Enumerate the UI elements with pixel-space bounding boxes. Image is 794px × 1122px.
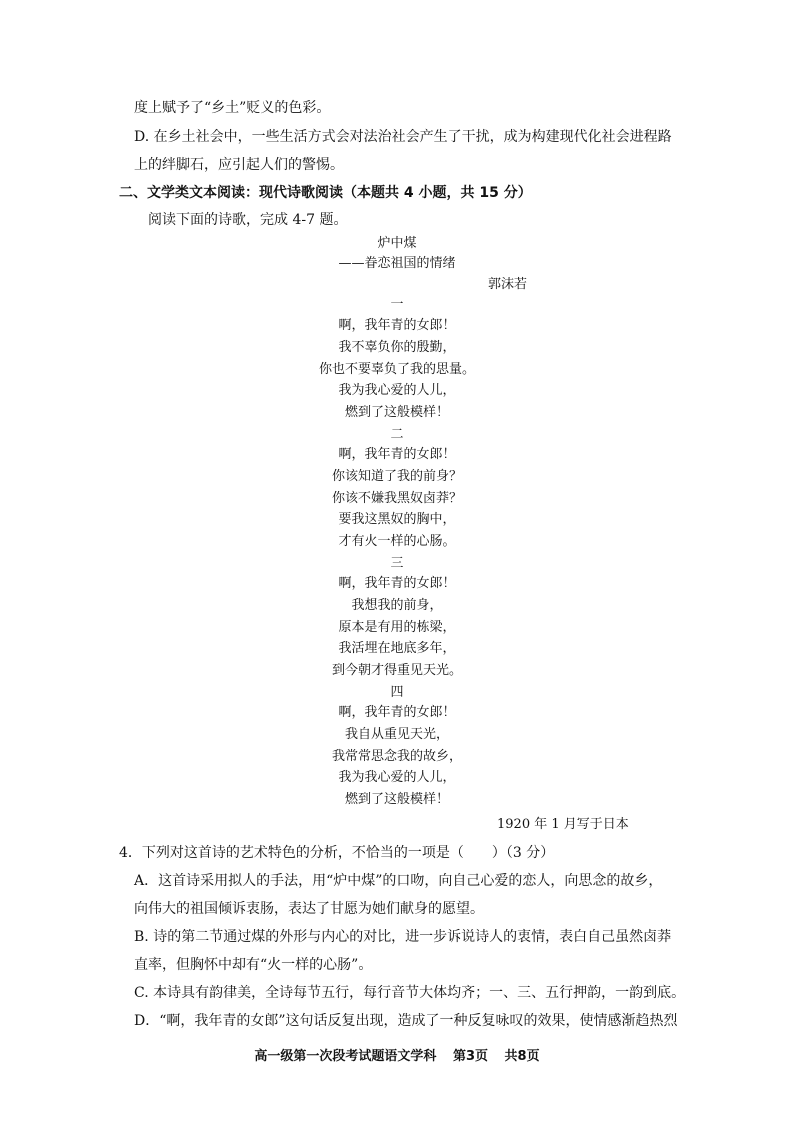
poem-line: 你该知道了我的前身？	[331, 469, 462, 484]
stanza-number: 二	[390, 427, 404, 442]
poem-line: 我常常思念我的故乡，	[331, 749, 462, 764]
option-a-line1: A．这首诗采用拟人的手法，用“炉中煤”的口吻，向自己心爱的恋人，向思念的故乡，	[134, 873, 663, 889]
poem-subtitle: ——眷恋祖国的情绪	[338, 256, 456, 271]
previous-option-d-line1: D. 在乡土社会中，一些生活方式会对法治社会产生了干扰，成为构建现代化社会进程路	[134, 129, 672, 145]
previous-option-continuation: 度上赋予了“乡土”贬义的色彩。	[134, 100, 331, 116]
poem-line: 我为我心爱的人儿，	[338, 770, 456, 785]
option-a-line2: 向伟大的祖国倾诉衷肠，表达了甘愿为她们献身的愿望。	[134, 901, 484, 917]
poem-line: 到今朝才得重见天光。	[331, 663, 462, 678]
previous-option-d-line2: 上的绊脚石，应引起人们的警惕。	[134, 157, 344, 173]
poem-line: 你该不嫌我黑奴卤莽？	[331, 491, 462, 506]
poem-author: 郭沫若	[488, 277, 528, 292]
poem-line: 我自从重见天光，	[344, 727, 449, 742]
poem-line: 原本是有用的栋梁，	[338, 620, 456, 635]
poem-line: 我活埋在地底多年，	[338, 641, 456, 656]
option-d-line1: D．“啊，我年青的女郎”这句话反复出现，造成了一种反复咏叹的效果，使情感渐趋热烈	[134, 1013, 678, 1029]
poem-line: 才有火一样的心肠。	[338, 534, 456, 549]
option-b-line2: 直率，但胸怀中却有“火一样的心肠”。	[134, 957, 373, 973]
poem-line: 燃到了这般模样！	[344, 792, 449, 807]
poem-line: 啊，我年青的女郎！	[338, 447, 456, 462]
section-heading: 二、文学类文本阅读：现代诗歌阅读（本题共 4 小题，共 15 分）	[119, 185, 532, 201]
option-c-line1: C. 本诗具有韵律美，全诗每节五行，每行音节大体均齐；一、三、五行押韵，一韵到底。	[134, 985, 686, 1001]
footer-total-pages: 共8页	[504, 1049, 540, 1064]
poem-line: 你也不要辜负了我的思量。	[318, 362, 475, 377]
poem-title: 炉中煤	[377, 236, 417, 251]
stanza-number: 三	[390, 556, 404, 571]
poem-line: 啊，我年青的女郎！	[338, 705, 456, 720]
footer-page-number: 第3页	[452, 1049, 488, 1064]
poem-line: 我不辜负你的殷勤，	[338, 340, 456, 355]
poem-line: 要我这黑奴的胸中，	[338, 512, 456, 527]
poem-line: 我为我心爱的人儿，	[338, 383, 456, 398]
page-footer	[0, 1045, 794, 1064]
option-b-line1: B. 诗的第二节通过煤的外形与内心的对比，进一步诉说诗人的衷情，表白自己虽然卤莽	[134, 929, 672, 945]
poem-line: 啊，我年青的女郎！	[338, 318, 456, 333]
reading-instruction: 阅读下面的诗歌，完成 4-7 题。	[148, 212, 348, 228]
question-4-stem: 4．下列对这首诗的艺术特色的分析，不恰当的一项是（ ）（3 分）	[119, 845, 555, 861]
poem-line: 燃到了这般模样！	[344, 405, 449, 420]
stanza-number: 一	[390, 297, 404, 312]
poem-line: 啊，我年青的女郎！	[338, 576, 456, 591]
stanza-number: 四	[390, 685, 404, 700]
poem-line: 我想我的前身，	[351, 598, 443, 613]
poem-date: 1920 年 1 月写于日本	[497, 817, 629, 832]
footer-exam-title: 高一级第一次段考试题语文学科	[254, 1049, 437, 1064]
